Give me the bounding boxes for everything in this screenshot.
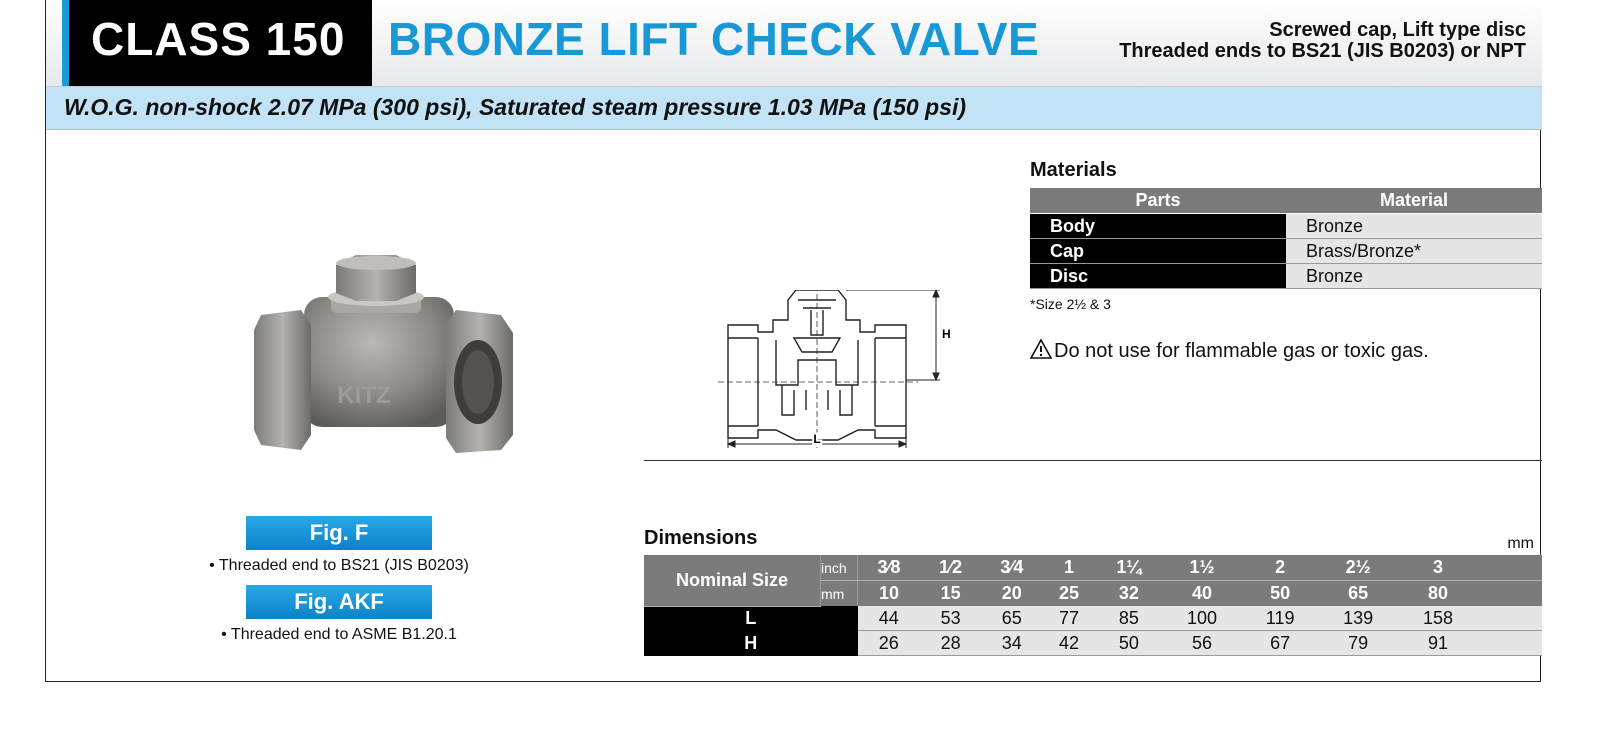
- size-mm-cell: 32: [1096, 581, 1163, 607]
- size-inch-cell: 1⁄2: [920, 555, 981, 581]
- part-cell: Cap: [1030, 239, 1286, 264]
- size-inch-row: [644, 555, 1542, 581]
- material-cell: Bronze: [1286, 264, 1542, 289]
- table-row: [1030, 239, 1542, 264]
- dim-value-cell: 77: [1042, 606, 1095, 631]
- header-subtitle: [1119, 20, 1526, 62]
- catalog-sheet: [45, 0, 1541, 682]
- subtitle-line-1: Screwed cap, Lift type disc: [1269, 19, 1526, 41]
- drawing-h-label: H: [942, 327, 951, 341]
- materials-header-parts: Parts: [1030, 188, 1286, 214]
- size-mm-cell: 65: [1318, 581, 1398, 607]
- dim-value-cell: 56: [1162, 631, 1242, 656]
- part-cell: Disc: [1030, 264, 1286, 289]
- size-inch-cell: 3⁄4: [981, 555, 1042, 581]
- dim-value-cell: 67: [1242, 631, 1318, 656]
- dim-value-cell: 100: [1162, 606, 1242, 631]
- class-label: CLASS 150: [91, 13, 346, 65]
- dim-value-cell: 65: [981, 606, 1042, 631]
- size-mm-cell: 50: [1242, 581, 1318, 607]
- dim-value-cell: 28: [920, 631, 981, 656]
- valve-logo-text: KITZ: [337, 382, 391, 409]
- size-mm-cell: 40: [1162, 581, 1242, 607]
- pressure-rating: W.O.G. non-shock 2.07 MPa (300 psi), Saturated steam pressure 1.03 MPa (150 psi): [64, 94, 966, 120]
- page-title: BRONZE LIFT CHECK VALVE: [388, 13, 1040, 65]
- nominal-size-label: Nominal Size: [644, 555, 821, 606]
- cross-section-drawing: [718, 290, 978, 460]
- size-mm-cell: 20: [981, 581, 1042, 607]
- dim-value-cell: 44: [858, 606, 921, 631]
- subtitle-line-2: Threaded ends to BS21 (JIS B0203) or NPT: [1119, 40, 1526, 62]
- section-divider: [644, 460, 1542, 461]
- dim-value-cell: 158: [1398, 606, 1478, 631]
- size-inch-cell: 2½: [1318, 555, 1398, 581]
- size-mm-cell: 80: [1398, 581, 1478, 607]
- size-inch-cell: 2: [1242, 555, 1318, 581]
- size-inch-cell: 3⁄8: [858, 555, 921, 581]
- dimensions-unit: mm: [1507, 535, 1534, 552]
- materials-header-row: [1030, 188, 1542, 214]
- warning-icon: [1030, 339, 1052, 359]
- table-row: [1030, 214, 1542, 239]
- size-inch-cell: 1: [1042, 555, 1095, 581]
- dim-value-cell: 85: [1096, 606, 1163, 631]
- size-inch-cell: 1½: [1162, 555, 1242, 581]
- dim-value-cell: 139: [1318, 606, 1398, 631]
- inch-unit-label: inch: [821, 555, 858, 581]
- material-cell: Brass/Bronze*: [1286, 239, 1542, 264]
- size-spacer-cell: [1478, 555, 1542, 581]
- dim-value-cell: 26: [858, 631, 921, 656]
- dim-value-cell: 34: [981, 631, 1042, 656]
- dim-value-cell: 91: [1398, 631, 1478, 656]
- size-mm-cell: 10: [858, 581, 921, 607]
- class-badge: [62, 0, 372, 86]
- table-row: [1030, 264, 1542, 289]
- fig-f-note: • Threaded end to BS21 (JIS B0203): [209, 557, 469, 574]
- dim-spacer-cell: [1478, 631, 1542, 656]
- dim-value-cell: 53: [920, 606, 981, 631]
- warning-notice: [1030, 339, 1429, 363]
- dim-row-label: L: [644, 606, 858, 631]
- materials-footnote: *Size 2½ & 3: [1030, 296, 1111, 312]
- materials-title: Materials: [1030, 159, 1117, 181]
- size-inch-cell: 1¼: [1096, 555, 1163, 581]
- size-mm-cell: 15: [920, 581, 981, 607]
- dim-value-cell: 42: [1042, 631, 1095, 656]
- page-header: [46, 0, 1542, 87]
- material-cell: Bronze: [1286, 214, 1542, 239]
- materials-header-material: Material: [1286, 188, 1542, 214]
- size-inch-cell: 3: [1398, 555, 1478, 581]
- size-mm-cell: 25: [1042, 581, 1095, 607]
- dim-row-label: H: [644, 631, 858, 656]
- mm-unit-label: mm: [821, 581, 858, 607]
- dimensions-title: Dimensions: [644, 527, 758, 549]
- pressure-band: [46, 87, 1542, 130]
- drawing-l-label: L: [813, 432, 821, 446]
- dim-spacer-cell: [1478, 606, 1542, 631]
- warning-text: Do not use for flammable gas or toxic gas.: [1054, 340, 1429, 362]
- materials-table: [1030, 188, 1542, 289]
- dim-value-cell: 79: [1318, 631, 1398, 656]
- fig-akf-label: Fig. AKF: [246, 585, 432, 619]
- fig-f-label: Fig. F: [246, 516, 432, 550]
- dim-value-cell: 50: [1096, 631, 1163, 656]
- part-cell: Body: [1030, 214, 1286, 239]
- size-spacer-cell: [1478, 581, 1542, 607]
- dimensions-table: [644, 555, 1542, 656]
- valve-photo: [216, 255, 536, 470]
- fig-akf-note: • Threaded end to ASME B1.20.1: [221, 626, 457, 643]
- table-row: [644, 631, 1542, 656]
- dim-value-cell: 119: [1242, 606, 1318, 631]
- table-row: [644, 606, 1542, 631]
